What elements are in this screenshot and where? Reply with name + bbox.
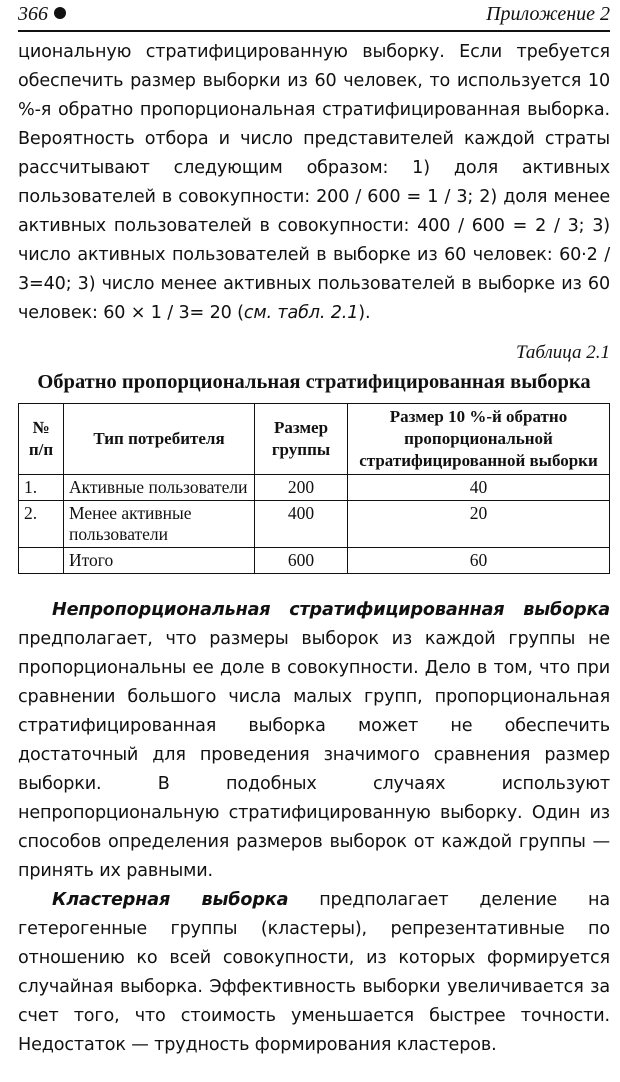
nonproportional-text: предполагает, что размеры выборок из каждой группы не пропорциональны ее доле в совокупности. Дело в том, что при сравнении большого числа малых групп, пропорциональная стратифицированная выборка может не обеспечить достаточный для проведения значимого сравнения размер выборки. В подобных случаях используют непропорциональную стратифицированную выборку. Один из способов определения размеров выборок от каждой группы — принять их равными. — [18, 629, 610, 881]
cluster-term: Кластерная выборка — [52, 890, 289, 910]
header-type: Тип потребителя — [64, 404, 255, 475]
cluster-paragraph — [18, 886, 610, 1060]
row-type: Менее активные пользователи — [64, 501, 255, 548]
intro-text: циональную стратифицированную выборку. Если требуется обеспечить размер выборки из 60 человек, то используется 10 %-я обратно пропорциональная стратифицированная выборка. Вероятность отбора и число представителей каждой страты рассчитывают следующим образом: 1) доля активных пользователей в совокупности: 200 / 600 = 1 / 3; 2) доля менее активных пользователей в совокупности: 400 / 600 = 2 / 3; 3) число активных пользователей в выборке из 60 человек: 60·2 / 3=40; 3) число менее активных пользователей в выборке из 60 человек: 60 × 1 / 3= 20 ( — [18, 42, 610, 323]
table-row — [19, 475, 610, 501]
intro-paragraph — [18, 38, 610, 328]
row-sample: 20 — [348, 501, 610, 548]
book-page — [18, 0, 610, 1060]
row-size: 600 — [255, 548, 348, 574]
row-num: 2. — [19, 501, 64, 548]
table-total-row — [19, 548, 610, 574]
page-number: 366 — [18, 3, 66, 26]
table-header-row — [19, 404, 610, 475]
nonproportional-paragraph — [18, 596, 610, 886]
header-size: Размер группы — [255, 404, 348, 475]
row-size: 200 — [255, 475, 348, 501]
header-sample: Размер 10 %-й обратно пропорциональной стратифицированной выборки — [348, 404, 610, 475]
table-title: Обратно пропорциональная стратифицированная выборка — [37, 371, 591, 393]
sampling-table — [18, 403, 610, 574]
table-row — [19, 501, 610, 548]
running-header — [18, 0, 610, 32]
row-sample: 60 — [348, 548, 610, 574]
row-sample: 40 — [348, 475, 610, 501]
nonproportional-term: Непропорциональная стратифицированная выборка — [52, 600, 610, 620]
bullet-icon — [54, 7, 66, 19]
section-name: Приложение 2 — [486, 3, 610, 25]
row-type: Активные пользователи — [64, 475, 255, 501]
table-reference: см. табл. 2.1 — [243, 303, 359, 323]
table-caption: Таблица 2.1 — [516, 342, 610, 363]
row-num — [19, 548, 64, 574]
cluster-text: предполагает деление на гетерогенные группы (кластеры), репрезентативные по отношению ко всей совокупности, из которых формируется случайная выборка. Эффективность выборки увеличивается за счет того, что стоимость уменьшается быстрее точности. Недостаток — трудность формирования кластеров. — [18, 890, 610, 1055]
row-type: Итого — [64, 548, 255, 574]
intro-end: ). — [358, 303, 371, 323]
row-size: 400 — [255, 501, 348, 548]
row-num: 1. — [19, 475, 64, 501]
header-num: № п/п — [19, 404, 64, 475]
